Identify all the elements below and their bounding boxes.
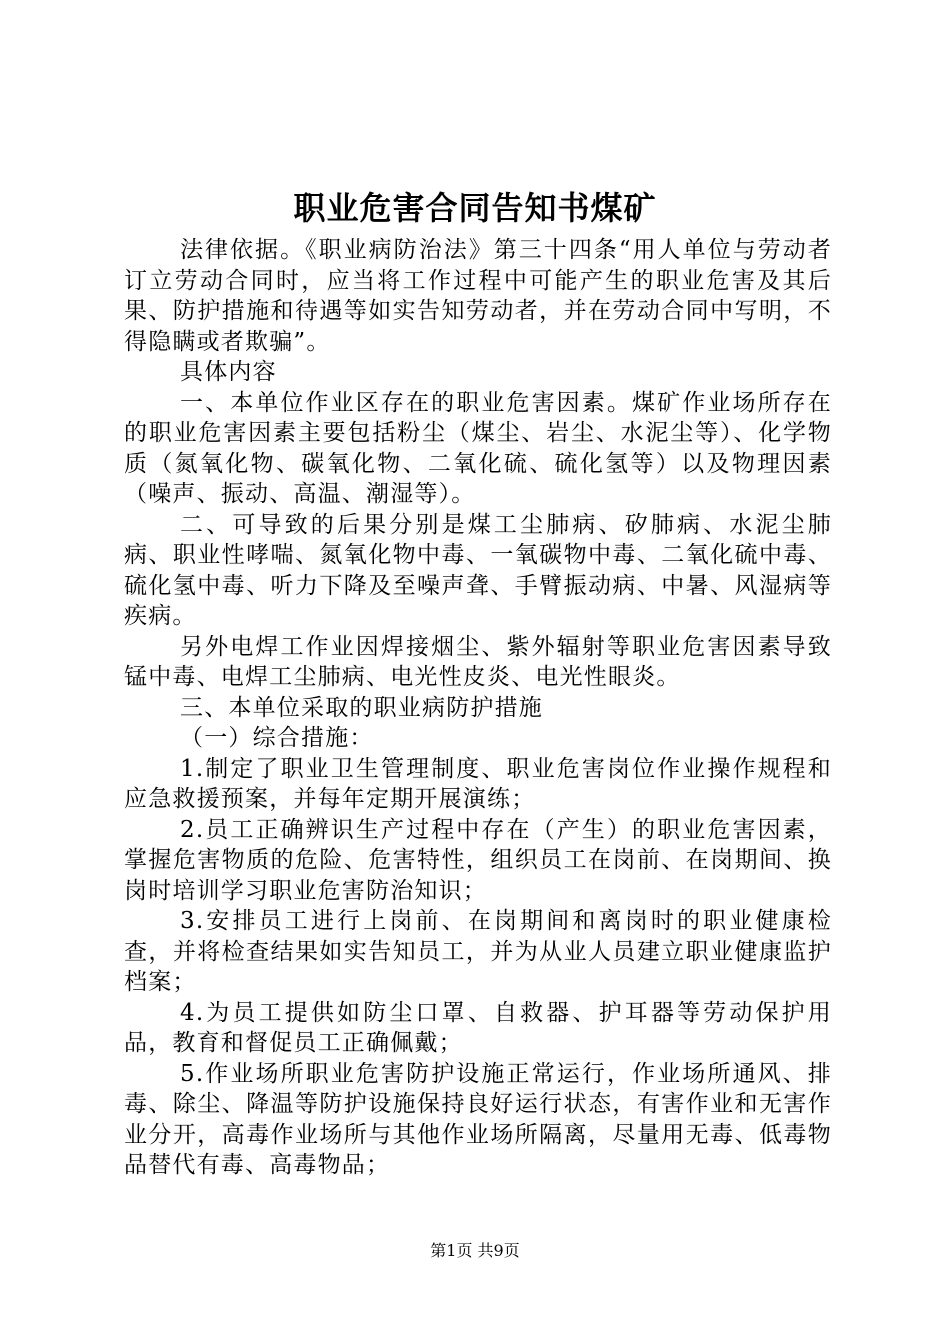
paragraph-general-measures-heading: （一）综合措施： <box>180 725 374 751</box>
paragraph-consequences: 二、可导致的后果分别是煤工尘肺病、矽肺病、水泥尘肺病、职业性哮喘、氮氧化物中毒、一氧碳物中毒、二氧化硫中毒、硫化氢中毒、听力下降及至噪声聋、手臂振动病、中暑、风湿病等疾病。 <box>124 511 832 629</box>
paragraph-legal-basis: 法律依据。《职业病防治法》第三十四条“用人单位与劳动者订立劳动合同时，应当将工作过程中可能产生的职业危害及其后果、防护措施和待遇等如实告知劳动者，并在劳动合同中写明，不得隐瞒或者欺骗”。 <box>124 237 832 355</box>
page-footer: 第1页 共9页 <box>430 1241 520 1260</box>
document-body <box>124 235 832 1181</box>
paragraph-measure-2: 2.员工正确辨识生产过程中存在（产生）的职业危害因素，掌握危害物质的危险、危害特性，组织员工在岗前、在岗期间、换岗时培训学习职业危害防治知识； <box>124 816 832 904</box>
paragraph-protection-heading: 三、本单位采取的职业病防护措施 <box>180 694 543 721</box>
paragraph-measure-3: 3.安排员工进行上岗前、在岗期间和离岗时的职业健康检查，并将检查结果如实告知员工，并为从业人员建立职业健康监护档案； <box>124 908 832 995</box>
paragraph-hazard-factors: 一、本单位作业区存在的职业危害因素。煤矿作业场所存在的职业危害因素主要包括粉尘（煤尘、岩尘、水泥尘等）、化学物质（氮氧化物、碳氧化物、二氧化硫、硫化氢等）以及物理因素（噪声、振动、高温、潮湿等）。 <box>124 389 832 507</box>
paragraph-welding-hazards: 另外电焊工作业因焊接烟尘、紫外辐射等职业危害因素导致锰中毒、电焊工尘肺病、电光性皮炎、电光性眼炎。 <box>124 633 832 690</box>
document-title: 职业危害合同告知书煤矿 <box>293 189 657 227</box>
paragraph-measure-4: 4.为员工提供如防尘口罩、自救器、护耳器等劳动保护用品，教育和督促员工正确佩戴； <box>124 999 832 1056</box>
paragraph-content-heading: 具体内容 <box>180 359 277 385</box>
paragraph-measure-5: 5.作业场所职业危害防护设施正常运行，作业场所通风、排毒、除尘、降温等防护设施保持良好运行状态，有害作业和无害作业分开，高毒作业场所与其他作业场所隔离，尽量用无毒、低毒物品替代有毒、高毒物品； <box>124 1060 832 1178</box>
paragraph-measure-1: 1.制定了职业卫生管理制度、职业危害岗位作业操作规程和应急救援预案，并每年定期开展演练； <box>124 755 832 812</box>
